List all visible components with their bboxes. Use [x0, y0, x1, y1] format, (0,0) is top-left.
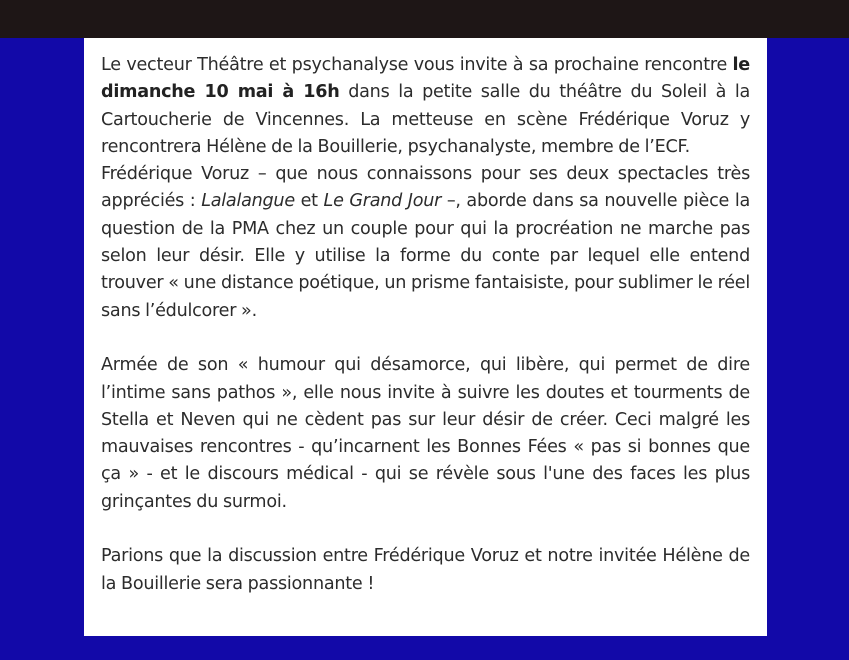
show-title-le-grand-jour: Le Grand Jour [323, 191, 442, 212]
event-date: le dimanche 10 mai à 16h [101, 55, 750, 103]
top-bar [0, 0, 849, 38]
paragraph-humour: Armée de son « humour qui désamorce, qui libère, qui permet de dire l’intime sans pathos », elle nous invite à suivre les doutes et tourments de Stella et Neven qui ne cèdent pas sur leur désir de créer. Ceci malgré les mauvaises rencontres - qu’incarnent les Bonnes Fées « pas si bonnes que ça » - et le discours médical - qui se révèle sous l'une des faces les plus grinçantes du surmoi. [101, 355, 750, 512]
paragraph-play-description [101, 161, 750, 325]
play-description-text: –, aborde dans sa nouvelle pièce la question de la PMA chez un couple pour qui la procréation ne marche pas selon leur désir. Elle y utilise la forme du conte par lequel elle entend trouver « une distance poétique, un prisme fantaisiste, pour sublimer le réel sans l’édulcorer ». [101, 191, 750, 321]
invitation-text: Le vecteur Théâtre et psychanalyse vous invite à sa prochaine rencontre [101, 55, 733, 75]
invitation-details: dans la petite salle du théâtre du Soleil à la Cartoucherie de Vincennes. La metteuse en scène Frédérique Voruz y rencontrera Hélène de la Bouillerie, psychanalyste, membre de l’ECF. [101, 82, 750, 157]
play-intro-text: Frédérique Voruz – que nous connaissons pour ses deux spectacles très appréciés : [101, 164, 750, 212]
paragraph-invitation [101, 52, 750, 161]
show-title-lalalangue: Lalalangue [201, 191, 295, 212]
article-card [84, 38, 767, 636]
paragraph-conclusion: Parions que la discussion entre Frédérique Voruz et notre invitée Hélène de la Bouillerie sera passionnante ! [101, 546, 750, 594]
conjunction-text: et [294, 191, 324, 212]
